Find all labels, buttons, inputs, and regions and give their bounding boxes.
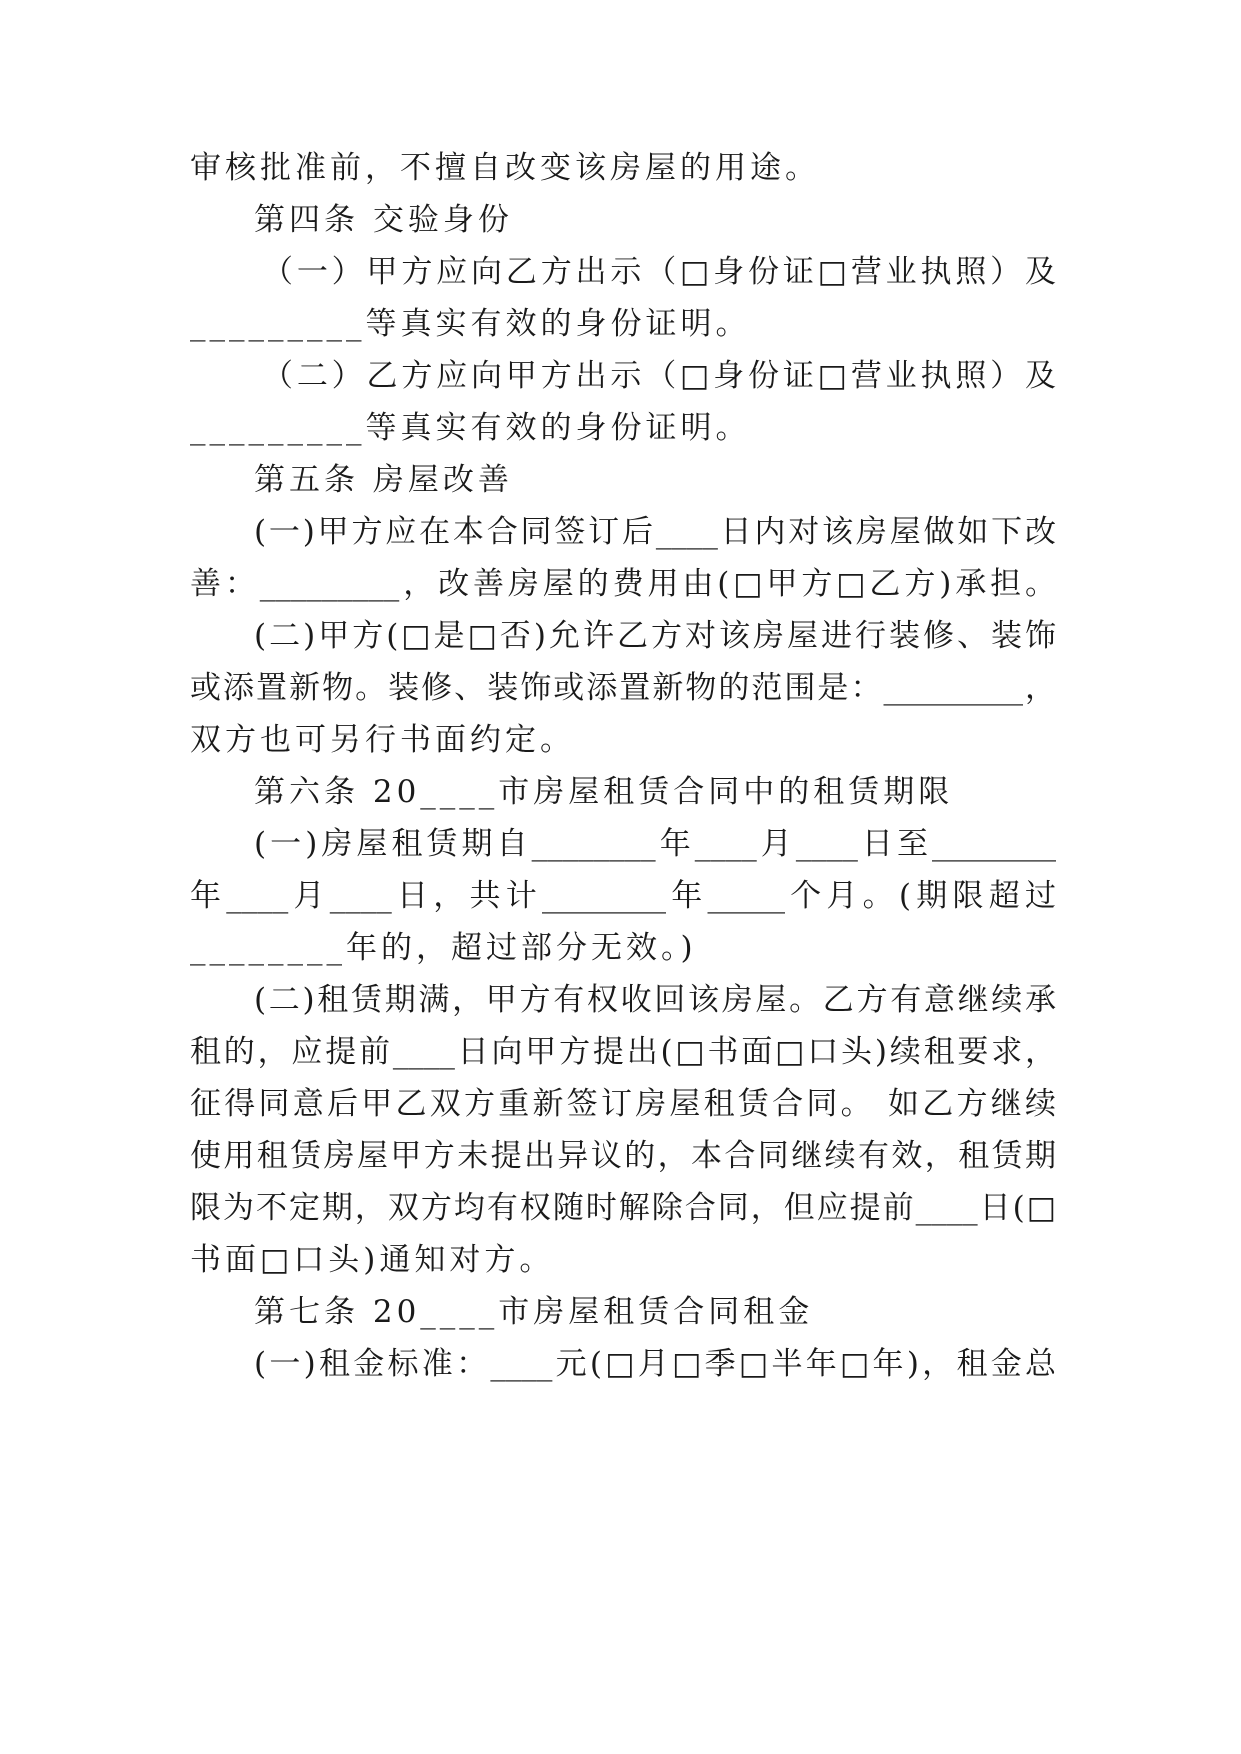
text-line: (一)甲方应在本合同签订后____日内对该房屋做如下改: [254, 514, 1056, 550]
section-heading-6: 第六条 20____市房屋租赁合同中的租赁期限: [254, 774, 954, 810]
text-line: (一)租金标准：____元(□月□季□半年□年)，租金总: [254, 1346, 1056, 1382]
text-line: 限为不定期，双方均有权随时解除合同，但应提前____日(□: [190, 1190, 1056, 1226]
text-line: _________等真实有效的身份证明。: [190, 410, 751, 446]
text-line: （一）甲方应向乙方出示（□身份证□营业执照）及: [262, 254, 1056, 290]
text-line: （二）乙方应向甲方出示（□身份证□营业执照）及: [262, 358, 1056, 394]
text-line: 书面□口头)通知对方。: [190, 1242, 555, 1278]
text-line: 双方也可另行书面约定。: [190, 722, 575, 758]
text-line: 或添置新物。装修、装饰或添置新物的范围是：_________，: [190, 670, 1056, 706]
text-line: 善：_________，改善房屋的费用由(□甲方□乙方)承担。: [190, 566, 1056, 602]
section-heading-5: 第五条 房屋改善: [254, 462, 513, 498]
text-line: 审核批准前，不擅自改变该房屋的用途。: [190, 150, 820, 186]
text-line: (二)甲方(□是□否)允许乙方对该房屋进行装修、装饰: [254, 618, 1056, 654]
text-line: (二)租赁期满，甲方有权收回该房屋。乙方有意继续承: [254, 982, 1056, 1018]
text-line: _________等真实有效的身份证明。: [190, 306, 751, 342]
section-heading-7: 第七条 20____市房屋租赁合同租金: [254, 1294, 814, 1330]
text-line: 征得同意后甲乙双方重新签订房屋租赁合同。 如乙方继续: [190, 1086, 1056, 1122]
text-line: (一)房屋租赁期自________年____月____日至________: [254, 826, 1056, 862]
text-line: 使用租赁房屋甲方未提出异议的，本合同继续有效，租赁期: [190, 1138, 1056, 1174]
text-line: 租的，应提前____日向甲方提出(□书面□口头)续租要求，: [190, 1034, 1056, 1070]
text-line: ________年的，超过部分无效。): [190, 930, 697, 966]
text-line: 年____月____日，共计________年_____个月。(期限超过: [190, 878, 1056, 914]
section-heading-4: 第四条 交验身份: [254, 202, 513, 238]
